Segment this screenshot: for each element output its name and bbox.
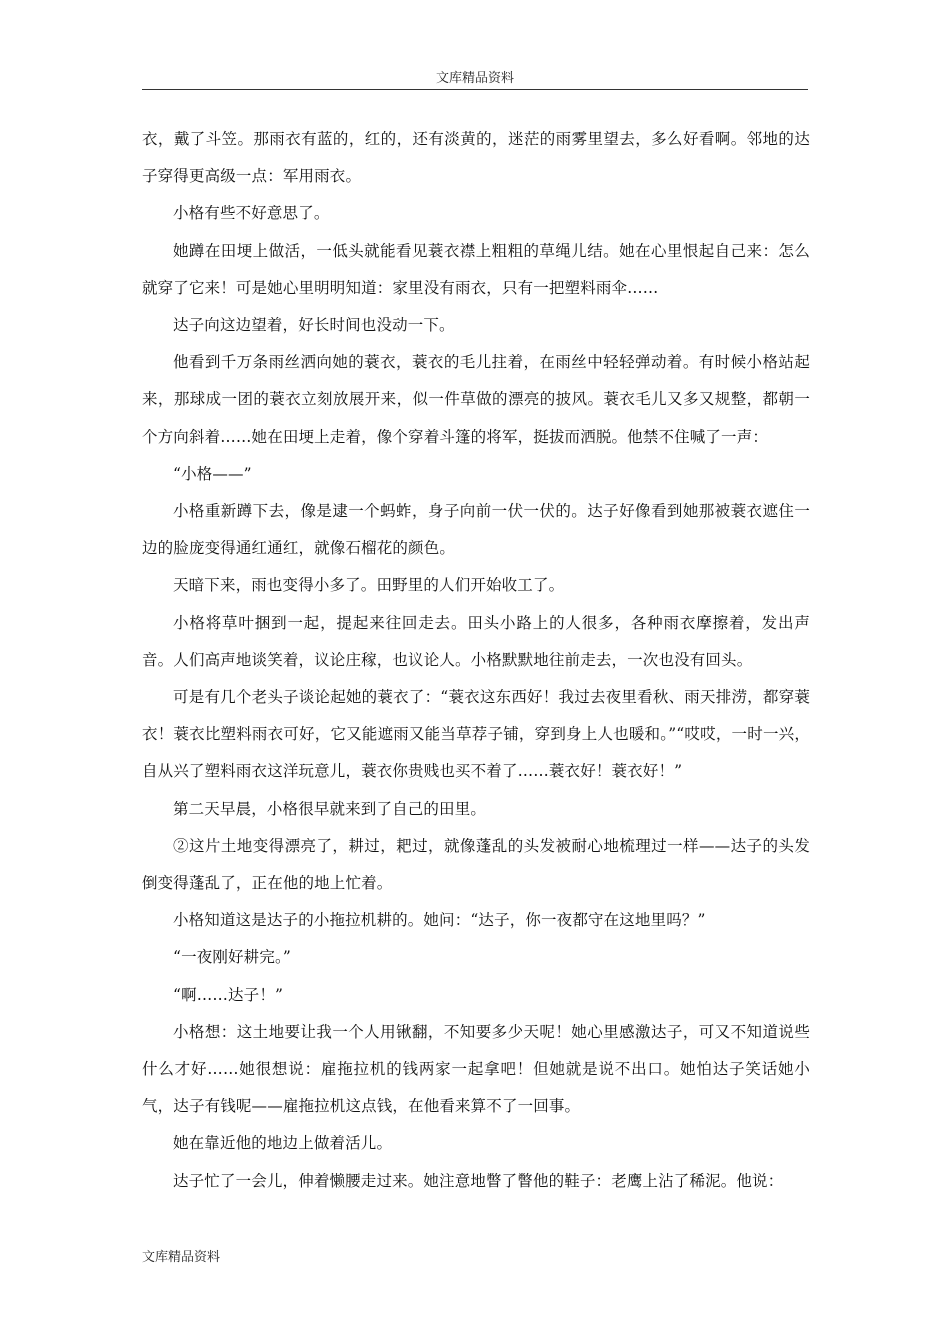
paragraph-6: “小格——” [173,464,252,483]
page-footer: 文库精品资料 [142,1250,221,1265]
body-text [142,121,810,1200]
paragraph-3: 她蹲在田埂上做活，一低头就能看见蓑衣襟上粗粗的草绳儿结。她在心里恨起自己来：怎么就穿了它来！可是她心里明明知道：家里没有雨衣，只有一把塑料雨伞…… [142,241,810,297]
paragraph-13: 小格知道这是达子的小拖拉机耕的。她问：“达子，你一夜都守在这地里吗？” [173,911,706,930]
paragraph-9: 小格将草叶捆到一起，提起来往回走去。田头小路上的人很多，各种雨衣摩擦着，发出声音。人们高声地谈笑着，议论庄稼，也议论人。小格默默地往前走去，一次也没有回头。 [142,613,810,669]
paragraph-4: 达子向这边望着，好长时间也没动一下。 [173,316,455,335]
paragraph-16: 小格想：这土地要让我一个人用锹翻，不知要多少天呢！她心里感激达子，可又不知道说些什么才好……她很想说：雇拖拉机的钱两家一起拿吧！但她就是说不出口。她怕达子笑话她小气，达子有钱呢——雇拖拉机这点钱，在他看来算不了一回事。 [142,1022,810,1116]
paragraph-8: 天暗下来，雨也变得小多了。田野里的人们开始收工了。 [173,576,565,595]
paragraph-1: 衣，戴了斗笠。那雨衣有蓝的，红的，还有淡黄的，迷茫的雨雾里望去，多么好看啊。邻地的达子穿得更高级一点：军用雨衣。 [142,130,810,186]
paragraph-10: 可是有几个老头子谈论起她的蓑衣了：“蓑衣这东西好！我过去夜里看秋、雨天排涝，都穿蓑衣！蓑衣比塑料雨衣可好，它又能遮雨又能当草荐子铺，穿到身上人也暖和。”“哎哎，一时一兴，自从兴了塑料雨衣这洋玩意儿，蓑衣你贵贱也买不着了……蓑衣好！蓑衣好！” [142,688,810,781]
paragraph-11: 第二天早晨，小格很早就来到了自己的田里。 [173,799,487,818]
page-header: 文库精品资料 [435,71,514,86]
paragraph-12: ②这片土地变得漂亮了，耕过，耙过，就像蓬乱的头发被耐心地梳理过一样——达子的头发倒变得蓬乱了，正在他的地上忙着。 [142,836,810,893]
paragraph-17: 她在靠近他的地边上做着活儿。 [173,1134,393,1153]
header-divider [142,89,808,90]
paragraph-15: “啊……达子！” [173,985,284,1004]
paragraph-2: 小格有些不好意思了。 [173,204,330,223]
paragraph-18: 达子忙了一会儿，伸着懒腰走过来。她注意地瞥了瞥他的鞋子：老鹰上沾了稀泥。他说： [173,1171,784,1190]
paragraph-7: 小格重新蹲下去，像是逮一个蚂蚱，身子向前一伏一伏的。达子好像看到她那被蓑衣遮住一边的脸庞变得通红通红，就像石榴花的颜色。 [142,502,810,558]
paragraph-14: “一夜刚好耕完。” [173,948,291,967]
paragraph-5: 他看到千万条雨丝洒向她的蓑衣，蓑衣的毛儿拄着，在雨丝中轻轻弹动着。有时候小格站起来，那球成一团的蓑衣立刻放展开来，似一件草做的漂亮的披风。蓑衣毛儿又多又规整，都朝一个方向斜着……她在田埂上走着，像个穿着斗篷的将军，挺拔而洒脱。他禁不住喊了一声： [142,353,810,446]
